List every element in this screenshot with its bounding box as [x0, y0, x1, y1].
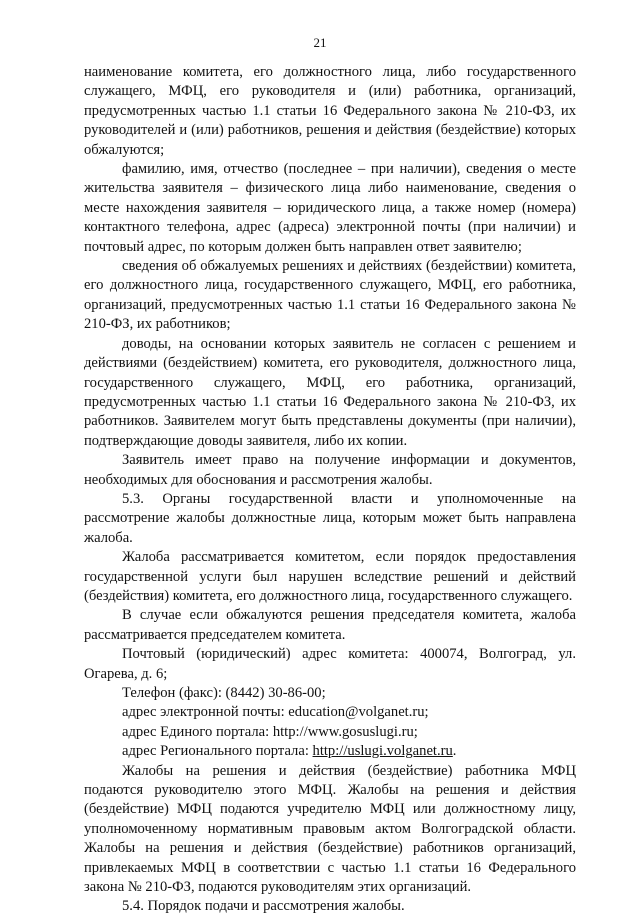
- paragraph-mfc-complaints: Жалобы на решения и действия (бездействие) работника МФЦ подаются руководителю этого МФЦ. Жалобы на решения и действия (бездействие) МФЦ подаются учредителю МФЦ или должностному лицу, уполномоченному нормативным правовым актом Волгоградской области. Жалобы на решения и действия (бездействие) работников организаций, привлекаемых МФЦ в соответствии с частью 1.1 статьи 16 Федерального закона № 210-ФЗ, подаются руководителям этих организаций.: [84, 762, 576, 896]
- regional-portal-suffix: .: [452, 743, 457, 760]
- paragraph-postal-address: Почтовый (юридический) адрес комитета: 400074, Волгоград, ул. Огарева, д. 6;: [84, 646, 576, 682]
- paragraph-appeal-subject: наименование комитета, его должностного лица, либо государственного служащего, МФЦ, его руководителя и (или) работника, организаций, предусмотренных частью 1.1 статьи 16 Федерального закона № 210-ФЗ, их руководителей и (или) работников, решения и действия (бездействие) которых обжалуются;: [84, 64, 576, 158]
- document-body: [84, 63, 576, 917]
- paragraph-section-5-4: 5.4. Порядок подачи и рассмотрения жалобы.: [122, 898, 405, 915]
- paragraph-appealed-decisions: сведения об обжалуемых решениях и действиях (бездействии) комитета, его должностного лица, государственного служащего, МФЦ, его работника, организаций, предусмотренных частью 1.1 статьи 16 Федерального закона № 210-ФЗ, их работников;: [84, 258, 576, 333]
- paragraph-applicant-rights: Заявитель имеет право на получение информации и документов, необходимых для обоснования и рассмотрения жалобы.: [84, 452, 576, 488]
- regional-portal-link[interactable]: http://uslugi.volganet.ru: [312, 743, 453, 760]
- paragraph-phone: Телефон (факс): (8442) 30-86-00;: [122, 685, 326, 701]
- paragraph-regional-portal: [84, 742, 576, 761]
- paragraph-section-5-3: 5.3. Органы государственной власти и уполномоченные на рассмотрение жалобы должностные лица, которым может быть направлена жалоба.: [84, 490, 576, 546]
- paragraph-email: адрес электронной почты: education@volganet.ru;: [122, 704, 429, 721]
- paragraph-arguments: доводы, на основании которых заявитель не согласен с решением и действиями (бездействием) комитета, его руководителя, должностного лица, государственного служащего, МФЦ, его работника, организаций, предусмотренных частью 1.1 статьи 16 Федерального закона № 210-ФЗ, их работников. Заявителем могут быть представлены документы (при наличии), подтверждающие доводы заявителя, либо их копии.: [84, 335, 576, 449]
- paragraph-unified-portal: адрес Единого портала: http://www.gosuslugi.ru;: [122, 723, 418, 740]
- paragraph-applicant-details: фамилию, имя, отчество (последнее – при наличии), сведения о месте жительства заявителя – физического лица либо наименование, сведения о месте нахождения заявителя – юридического лица, а также номер (номера) контактного телефона, адрес (адреса) электронной почты (при наличии) и почтовый адрес, по которым должен быть направлен ответ заявителю;: [84, 161, 576, 255]
- paragraph-chairman-review: В случае если обжалуются решения председателя комитета, жалоба рассматривается председателем комитета.: [84, 607, 576, 643]
- paragraph-committee-review: Жалоба рассматривается комитетом, если порядок предоставления государственной услуги был нарушен вследствие решений и действий (бездействия) комитета, его должностного лица, государственного служащего.: [84, 549, 576, 604]
- page-number: 21: [313, 35, 327, 50]
- regional-portal-label: адрес Регионального портала:: [122, 743, 313, 760]
